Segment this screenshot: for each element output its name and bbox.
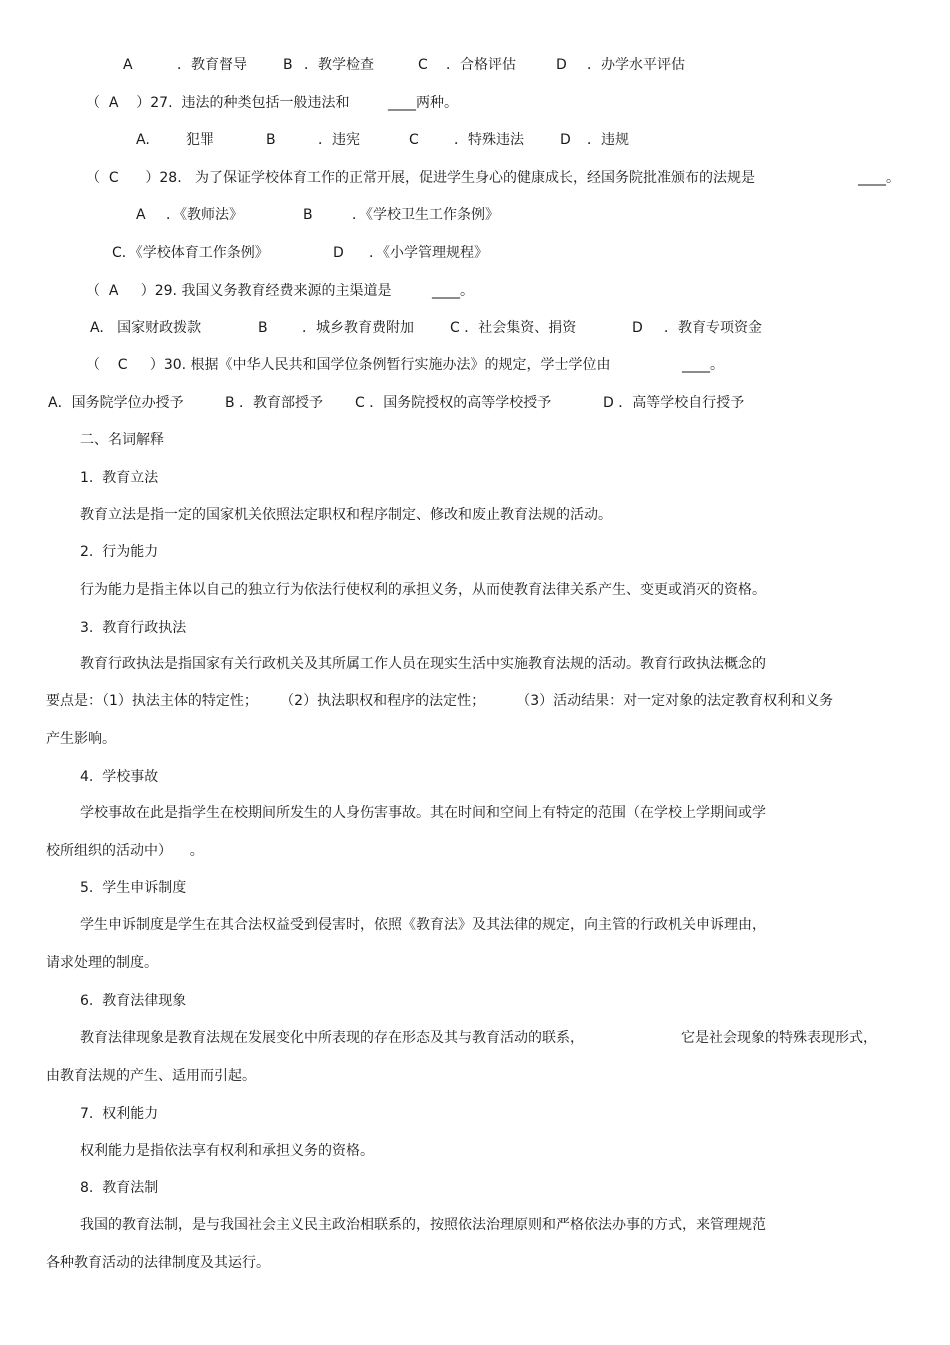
q28-option-b-text: ．《学校卫生工作条例》 <box>352 207 499 223</box>
term-heading: 5. 学生申诉制度 <box>80 880 187 896</box>
term-definition-line: 它是社会现象的特殊表现形式， <box>681 1030 877 1046</box>
q29-option-c: C ．社会集资、捐资 <box>450 320 577 336</box>
q27-blank: ____两种。 <box>388 95 458 111</box>
q29-option-a: A. 国家财政拨款 <box>90 320 202 336</box>
term-heading: 1. 教育立法 <box>80 470 159 486</box>
q30-option-a: A．国务院学位办授予 <box>48 395 184 411</box>
term-definition-line: 我国的教育法制，是与我国社会主义民主政治相联系的，按照依法治理原则和严格依法办事的方式，来管理规范 <box>80 1217 766 1233</box>
q28-option-a-label: A <box>136 207 146 223</box>
term-heading: 4. 学校事故 <box>80 769 159 785</box>
q28-option-c: C．《学校体育工作条例》 <box>112 245 269 261</box>
term-definition-line: 权利能力是指依法享有权利和承担义务的资格。 <box>80 1143 374 1159</box>
term-definition-line: 由教育法规的产生、适用而引起。 <box>46 1068 256 1084</box>
q26-option-a-label: A <box>123 57 133 73</box>
q26-option-a-text: ．教育督导 <box>177 57 247 73</box>
q28-option-b-label: B <box>303 207 313 223</box>
q30-option-b: B ．教育部授予 <box>225 395 324 411</box>
q29-option-b-text: ．城乡教育费附加 <box>302 320 414 336</box>
q28-option-d-label: D <box>333 245 344 261</box>
q26-option-d-label: D <box>556 57 567 73</box>
q29-option-d-text: ．教育专项资金 <box>664 320 762 336</box>
q27-option-a-text: 犯罪 <box>186 132 214 148</box>
q26-option-b-label: B <box>283 57 293 73</box>
q27-option-d-text: ．违规 <box>587 132 629 148</box>
q27-option-b-label: B <box>266 132 276 148</box>
q30-option-d: D ．高等学校自行授予 <box>603 395 745 411</box>
term-heading: 7. 权利能力 <box>80 1106 159 1122</box>
q29-blank: ____。 <box>432 283 474 299</box>
term-definition-line: 学生申诉制度是学生在其合法权益受到侵害时，依照《教育法》及其法律的规定，向主管的行政机关申诉理由， <box>80 917 766 933</box>
term-heading: 8. 教育法制 <box>80 1180 159 1196</box>
q28-stem: （ C ）28. 为了保证学校体育工作的正常开展，促进学生身心的健康成长，经国务院批准颁布的法规是 <box>86 170 755 186</box>
q26-option-c-text: ．合格评估 <box>446 57 516 73</box>
q30-option-c: C ．国务院授权的高等学校授予 <box>355 395 552 411</box>
section-title: 二、名词解释 <box>80 432 164 448</box>
q29-stem: （ A ）29. 我国义务教育经费来源的主渠道是 <box>86 283 392 299</box>
term-definition-line: 行为能力是指主体以自己的独立行为依法行使权利的承担义务，从而使教育法律关系产生、变更或消灭的资格。 <box>80 582 766 598</box>
q27-option-a-label: A. <box>136 132 150 148</box>
term-definition-line: 校所组织的活动中） 。 <box>46 843 204 859</box>
q27-option-d-label: D <box>560 132 571 148</box>
term-heading: 3. 教育行政执法 <box>80 620 187 636</box>
q29-option-d-label: D <box>632 320 643 336</box>
q26-option-d-text: ．办学水平评估 <box>587 57 685 73</box>
q30-blank: ____。 <box>682 357 724 373</box>
term-definition-line: 学校事故在此是指学生在校期间所发生的人身伤害事故。其在时间和空间上有特定的范围（在学校上学期间或学 <box>80 805 766 821</box>
q27-option-b-text: ．违宪 <box>318 132 360 148</box>
term-definition-line: 教育立法是指一定的国家机关依照法定职权和程序制定、修改和废止教育法规的活动。 <box>80 507 612 523</box>
q27-option-c-text: ．特殊违法 <box>454 132 524 148</box>
q28-blank: ____。 <box>858 170 900 186</box>
term-definition-line: 请求处理的制度。 <box>46 955 158 971</box>
term-definition-line: 要点是：（1）执法主体的特定性； （2）执法职权和程序的法定性； （3）活动结果：对一定对象的法定教育权利和义务 <box>46 693 834 709</box>
q27-stem: （ A ）27. 违法的种类包括一般违法和 <box>86 95 350 111</box>
term-definition-line: 产生影响。 <box>46 731 116 747</box>
q30-stem: （ C ）30. 根据《中华人民共和国学位条例暂行实施办法》的规定，学士学位由 <box>86 357 611 373</box>
term-definition-line: 教育行政执法是指国家有关行政机关及其所属工作人员在现实生活中实施教育法规的活动。教育行政执法概念的 <box>80 656 766 672</box>
q28-option-d-text: ．《小学管理规程》 <box>369 245 488 261</box>
term-heading: 6. 教育法律现象 <box>80 993 187 1009</box>
q27-option-c-label: C <box>409 132 419 148</box>
term-definition-line: 教育法律现象是教育法规在发展变化中所表现的存在形态及其与教育活动的联系， <box>80 1030 584 1046</box>
term-definition-line: 各种教育活动的法律制度及其运行。 <box>46 1255 270 1271</box>
q26-option-b-text: ．教学检查 <box>304 57 374 73</box>
q28-option-a-text: ．《教师法》 <box>166 207 243 223</box>
q26-option-c-label: C <box>418 57 428 73</box>
term-heading: 2. 行为能力 <box>80 544 159 560</box>
q29-option-b-label: B <box>258 320 268 336</box>
